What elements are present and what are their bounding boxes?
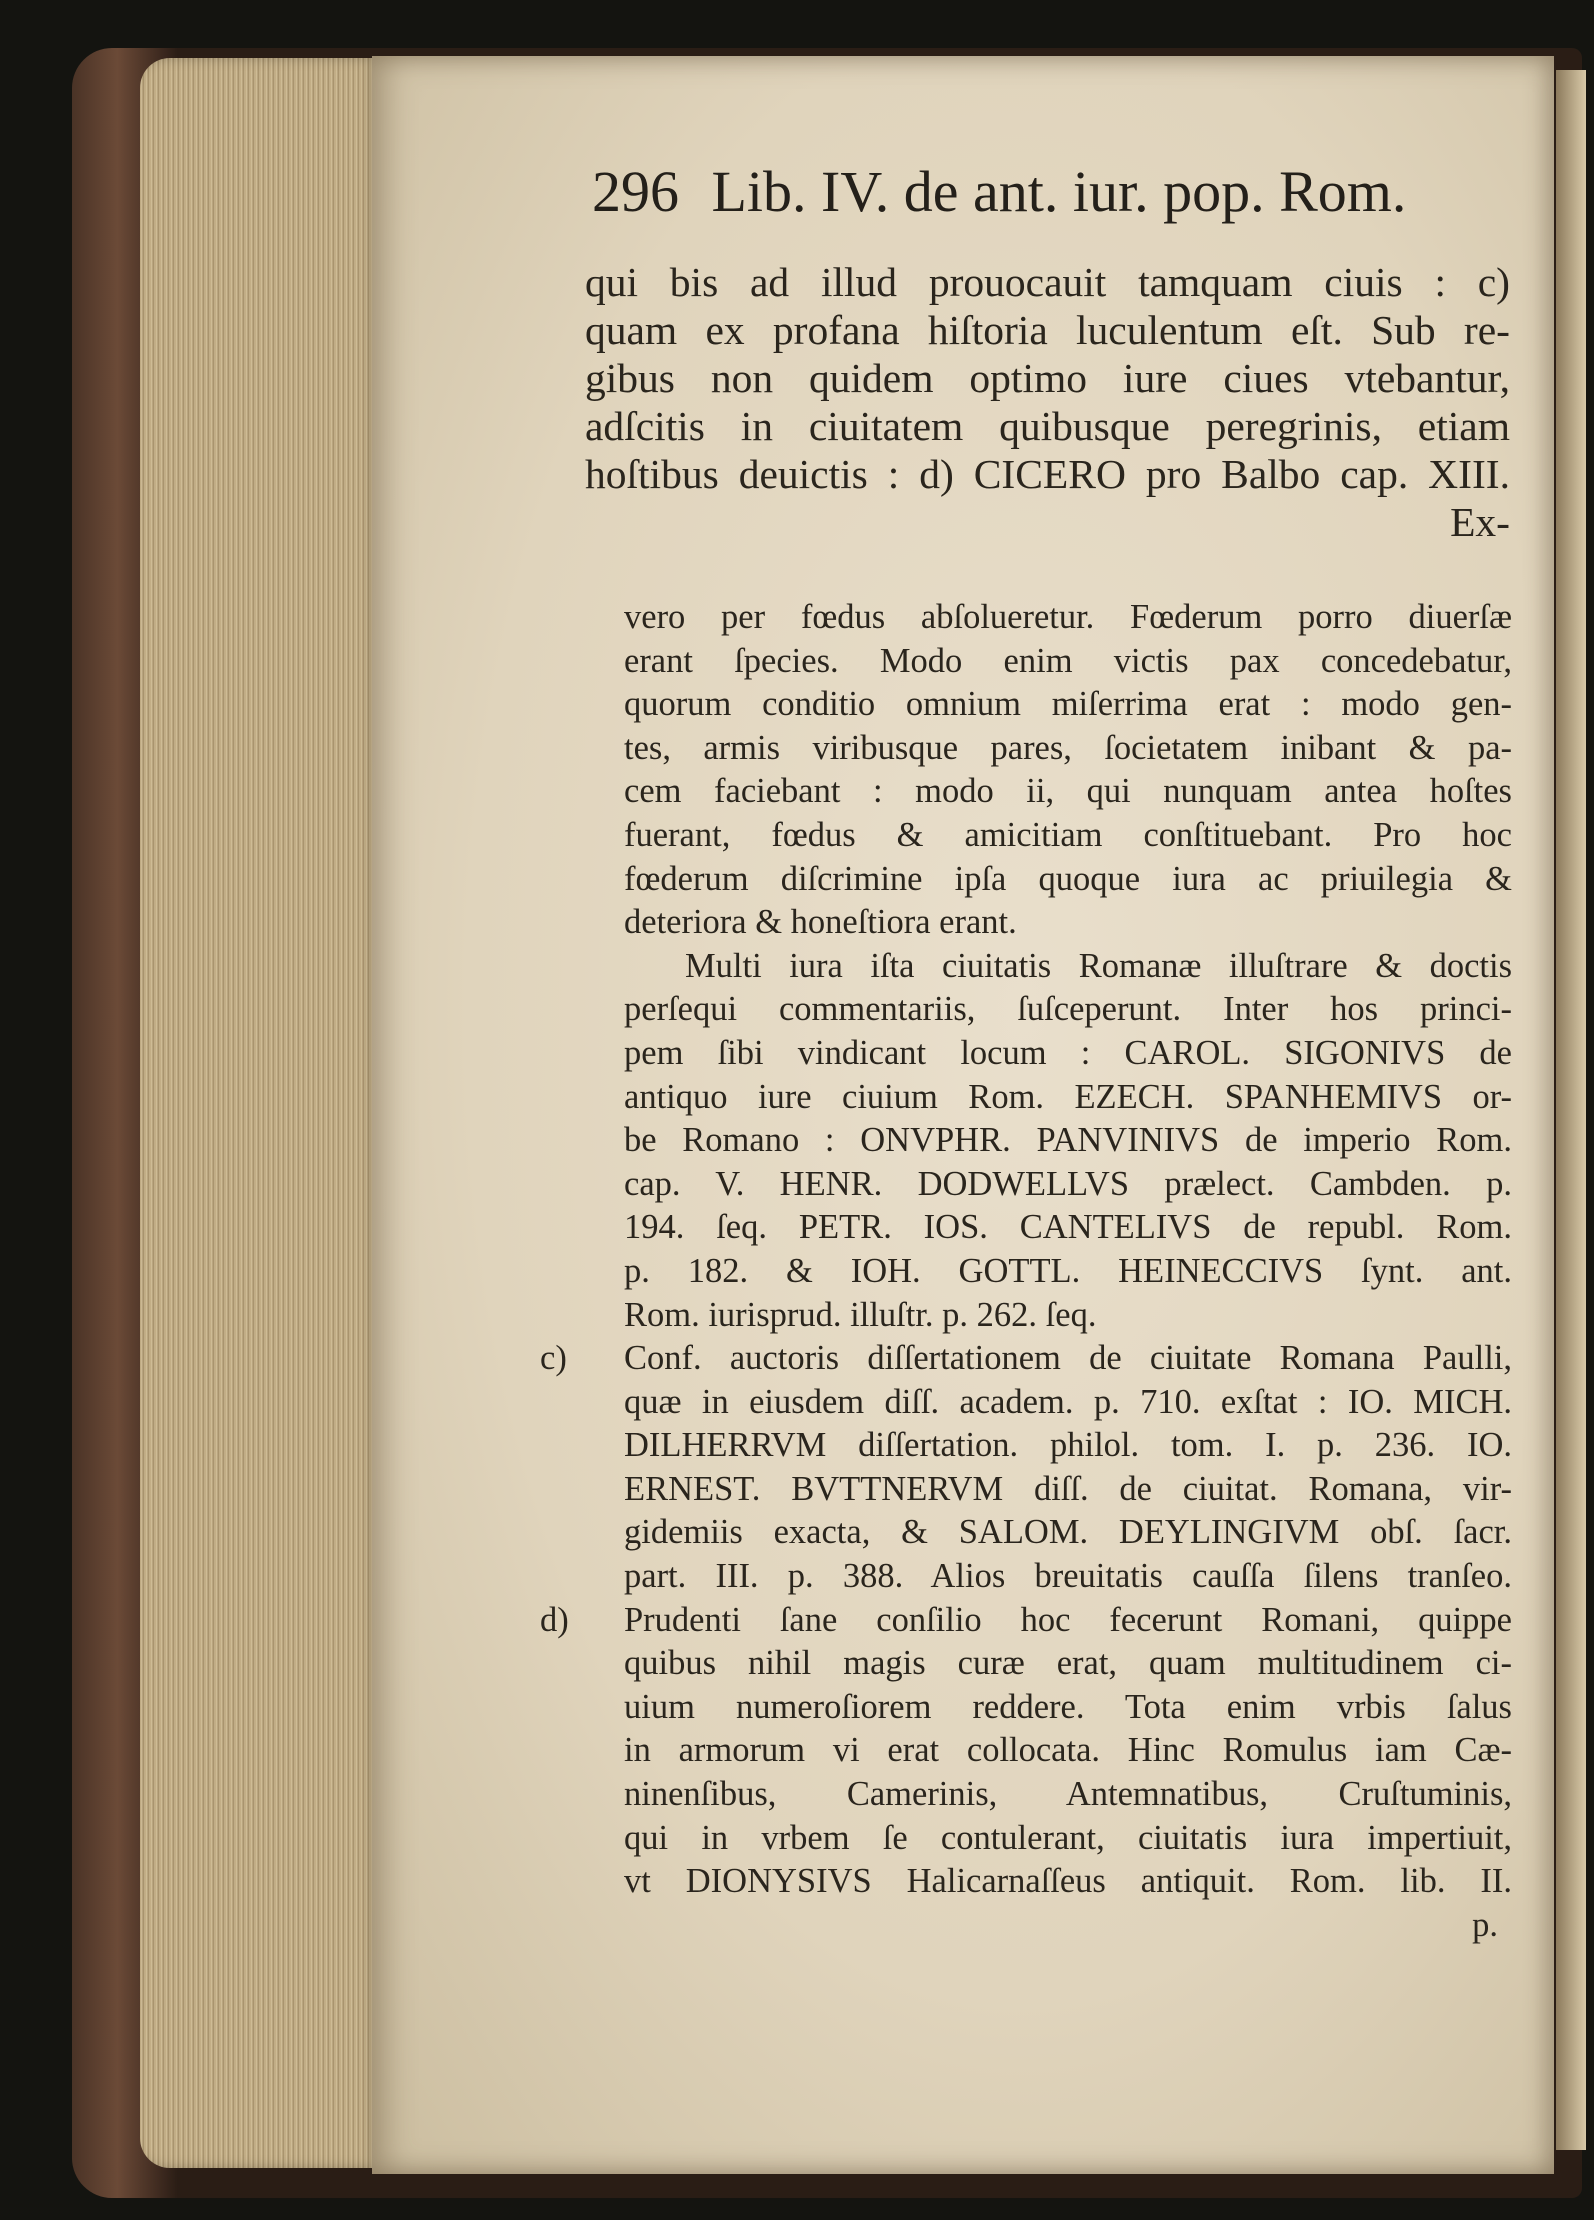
note-line: tes, armis viribusque pares, ſocietatem inibant & pa- (624, 728, 1512, 767)
note-marker-d: d) (540, 1600, 569, 1639)
note-line: 194. ſeq. PETR. IOS. CANTELIVS de republ. Rom. (624, 1208, 1512, 1247)
note-line: be Romano : ONVPHR. PANVINIVS de imperio Rom. (624, 1121, 1512, 1160)
running-header (592, 158, 1502, 225)
note-line: Conf. auctoris diſſertationem de ciuitate Romana Paulli, (624, 1339, 1512, 1378)
note-line: part. III. p. 388. Alios breuitatis cauſſa ſilens tranſeo. (624, 1557, 1512, 1596)
note-line: fuerant, fœdus & amicitiam conſtituebant. Pro hoc (624, 815, 1512, 854)
note-line: Multi iura iſta ciuitatis Romanæ illuſtrare & doctis (685, 946, 1512, 985)
catchword: p. (1472, 1905, 1498, 1944)
note-line: quæ in eiusdem diſſ. academ. p. 710. exſtat : IO. MICH. (624, 1382, 1512, 1421)
note-line: vero per fœdus abſolueretur. Fœderum porro diuerſæ (624, 598, 1512, 636)
main-line: gibus non quidem optimo iure ciues vtebantur, (585, 355, 1510, 401)
note-line: gidemiis exacta, & SALOM. DEYLINGIVM obſ. ſacr. (624, 1513, 1512, 1552)
page-number: 296 (592, 159, 679, 224)
main-line: adſcitis in ciuitatem quibusque peregrinis, etiam (585, 403, 1510, 449)
note-line: ERNEST. BVTTNERVM diſſ. de ciuitat. Romana, vir- (624, 1469, 1512, 1508)
running-title: Lib. IV. de ant. iur. pop. Rom. (711, 159, 1407, 224)
note-marker-c: c) (540, 1339, 567, 1378)
catchword: Ex- (1450, 499, 1510, 545)
note-line: p. 182. & IOH. GOTTL. HEINECCIVS ſynt. ant. (624, 1251, 1512, 1290)
note-line: vt DIONYSIVS Halicarnaſſeus antiquit. Rom. lib. II. (624, 1862, 1512, 1901)
main-line: hoſtibus deuictis : d) CICERO pro Balbo cap. XIII. (585, 451, 1510, 497)
note-line: antiquo iure ciuium Rom. EZECH. SPANHEMIVS or- (624, 1077, 1512, 1116)
note-line: perſequi commentariis, ſuſceperunt. Inter hos princi- (624, 990, 1512, 1029)
note-line: Prudenti ſane conſilio hoc fecerunt Romani, quippe (624, 1600, 1512, 1639)
footnotes (540, 596, 1512, 1947)
main-line: quam ex profana hiſtoria luculentum eſt. Sub re- (585, 307, 1510, 353)
note-d (540, 1599, 1512, 1643)
note-line: deteriora & honeſtiora erant. (624, 903, 1017, 942)
note-line: qui in vrbem ſe contulerant, ciuitatis iura impertiuit, (624, 1818, 1512, 1857)
note-line: quorum conditio omnium miſerrima erat : modo gen- (624, 685, 1512, 724)
note-line: cap. V. HENR. DODWELLVS prælect. Cambden. p. (624, 1164, 1512, 1203)
note-line: cem faciebant : modo ii, qui nunquam antea hoſtes (624, 772, 1512, 811)
note-line: in armorum vi erat collocata. Hinc Romulus iam Cæ- (624, 1731, 1512, 1770)
note-line: ninenſibus, Camerinis, Antemnatibus, Cruſtuminis, (624, 1775, 1512, 1814)
page-edges (140, 58, 380, 2168)
note-line: fœderum diſcrimine ipſa quoque iura ac priuilegia & (624, 859, 1512, 898)
facing-page-edge (1556, 70, 1586, 2150)
note-line: erant ſpecies. Modo enim victis pax concedebatur, (624, 641, 1512, 680)
note-line: quibus nihil magis curæ erat, quam multitudinem ci- (624, 1644, 1512, 1683)
note-line: pem ſibi vindicant locum : CAROL. SIGONIVS de (624, 1033, 1512, 1072)
note-line: DILHERRVM diſſertation. philol. tom. I. p. 236. IO. (624, 1426, 1512, 1465)
note-line: uium numeroſiorem reddere. Tota enim vrbis ſalus (624, 1687, 1512, 1726)
main-line: qui bis ad illud prouocauit tamquam ciuis : c) (585, 259, 1510, 305)
note-line: Rom. iurisprud. illuſtr. p. 262. ſeq. (624, 1295, 1097, 1334)
note-c (540, 1337, 1512, 1381)
main-text (585, 258, 1510, 546)
